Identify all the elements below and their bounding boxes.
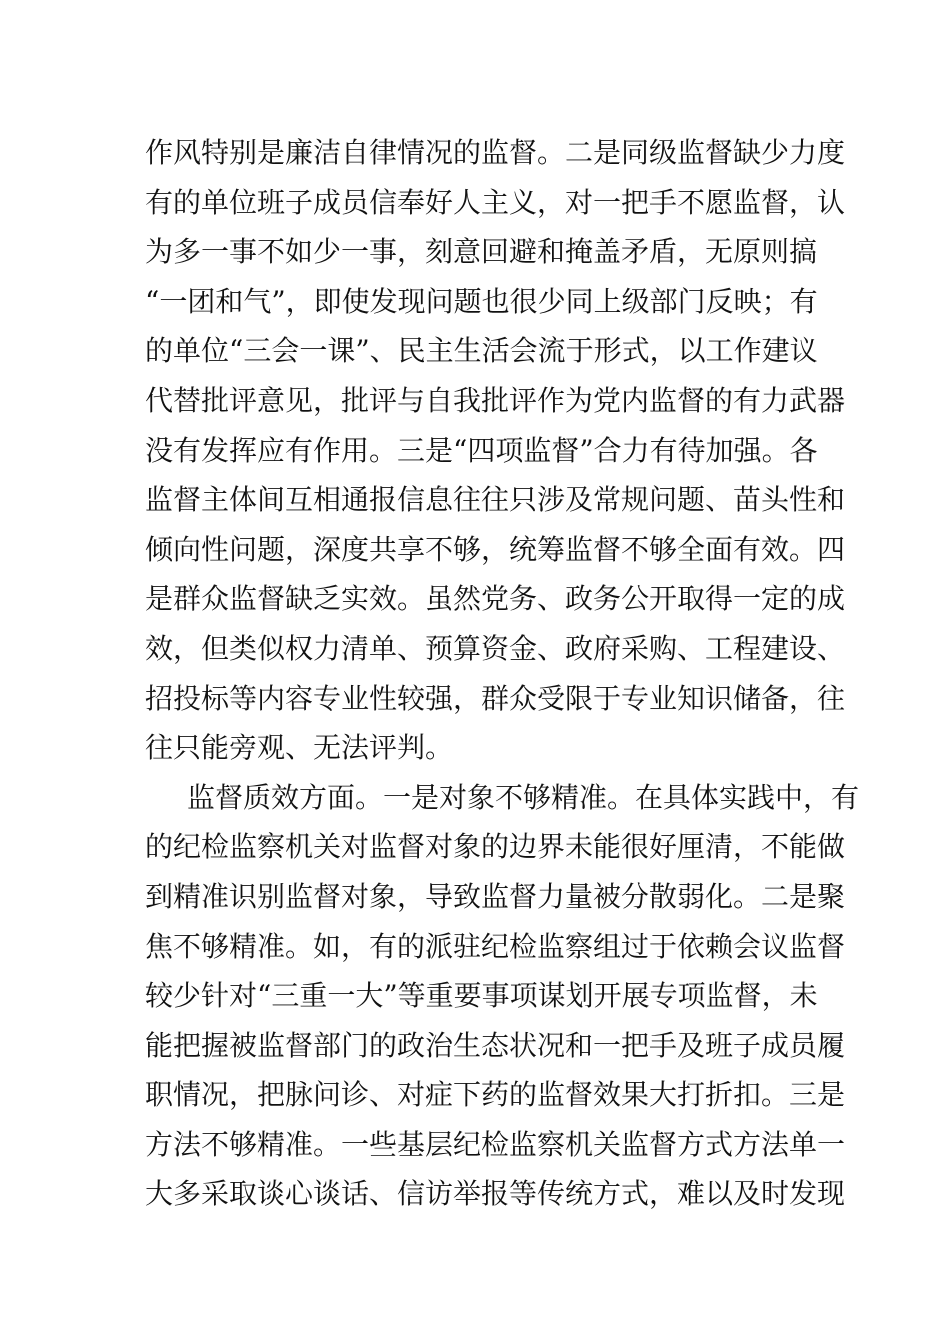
text-line: “一团和气”，即使发现问题也很少同上级部门反映；有 — [145, 284, 818, 318]
text-line: 作风特别是廉洁自律情况的监督。二是同级监督缺少力度 — [145, 136, 846, 169]
text-line: 有的单位班子成员信奉好人主义，对一把手不愿监督，认 — [145, 185, 846, 219]
text-line: 没有发挥应有作用。三是“四项监督”合力有待加强。各 — [145, 433, 818, 467]
text-line: 的单位“三会一课”、民主生活会流于形式，以工作建议 — [145, 334, 818, 368]
text-line: 的纪检监察机关对监督对象的边界未能很好厘清，不能做 — [145, 830, 846, 864]
text-line: 焦不够精准。如，有的派驻纪检监察组过于依赖会议监督 — [145, 929, 846, 963]
text-line: 为多一事不如少一事，刻意回避和掩盖矛盾，无原则搞 — [145, 235, 818, 269]
text-line: 职情况，把脉问诊、对症下药的监督效果大打折扣。三是 — [145, 1078, 846, 1112]
text-line: 能把握被监督部门的政治生态状况和一把手及班子成员履 — [145, 1028, 846, 1062]
text-line: 监督主体间互相通报信息往往只涉及常规问题、苗头性和 — [145, 483, 846, 517]
text-line: 方法不够精准。一些基层纪检监察机关监督方式方法单一 — [145, 1127, 846, 1161]
text-line: 招投标等内容专业性较强，群众受限于专业知识储备，往 — [145, 681, 846, 715]
text-line: 代替批评意见，批评与自我批评作为党内监督的有力武器 — [145, 383, 846, 417]
text-line: 到精准识别监督对象，导致监督力量被分散弱化。二是聚 — [145, 879, 846, 913]
paragraph-end-line: 往只能旁观、无法评判。 — [145, 731, 454, 765]
text-line: 是群众监督缺乏实效。虽然党务、政务公开取得一定的成 — [145, 582, 846, 616]
text-line: 较少针对“三重一大”等重要事项谋划开展专项监督，未 — [145, 979, 818, 1013]
text-line: 倾向性问题，深度共享不够，统筹监督不够全面有效。四 — [145, 532, 846, 566]
text-line: 效，但类似权力清单、预算资金、政府采购、工程建设、 — [145, 631, 846, 665]
paragraph-start-line: 监督质效方面。一是对象不够精准。在具体实践中，有 — [187, 780, 860, 814]
text-line: 大多采取谈心谈话、信访举报等传统方式，难以及时发现 — [145, 1177, 846, 1211]
document-body — [145, 128, 860, 1219]
